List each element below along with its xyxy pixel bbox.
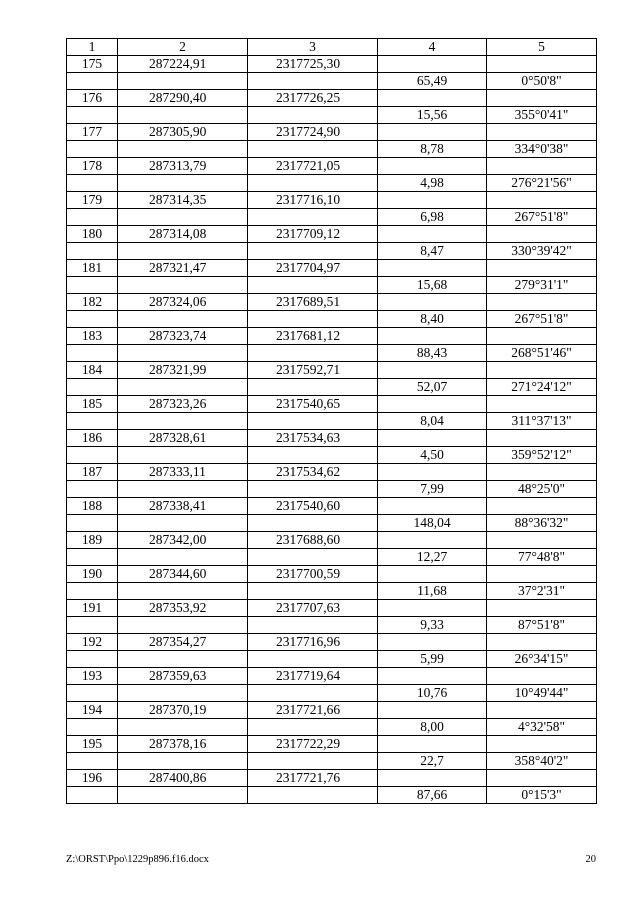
y-coordinate-cell: 2317721,76 <box>248 770 378 787</box>
y-coordinate-cell <box>248 107 378 124</box>
point-number-cell <box>67 787 118 804</box>
table-row <box>67 787 597 804</box>
table-row <box>67 311 597 328</box>
bearing-cell <box>487 192 597 209</box>
distance-cell <box>378 464 487 481</box>
x-coordinate-cell <box>118 549 248 566</box>
x-coordinate-cell: 287290,40 <box>118 90 248 107</box>
y-coordinate-cell: 2317724,90 <box>248 124 378 141</box>
point-number-cell: 196 <box>67 770 118 787</box>
point-number-cell: 189 <box>67 532 118 549</box>
bearing-cell <box>487 396 597 413</box>
table-row <box>67 90 597 107</box>
table-row <box>67 447 597 464</box>
table-row <box>67 532 597 549</box>
y-coordinate-cell <box>248 481 378 498</box>
table-row <box>67 464 597 481</box>
y-coordinate-cell: 2317716,10 <box>248 192 378 209</box>
table-row <box>67 260 597 277</box>
y-coordinate-cell <box>248 685 378 702</box>
x-coordinate-cell: 287400,86 <box>118 770 248 787</box>
bearing-cell <box>487 736 597 753</box>
x-coordinate-cell <box>118 481 248 498</box>
bearing-cell <box>487 226 597 243</box>
bearing-cell: 267°51'8" <box>487 311 597 328</box>
x-coordinate-cell <box>118 685 248 702</box>
header-col-4: 4 <box>378 39 487 56</box>
bearing-cell <box>487 362 597 379</box>
x-coordinate-cell: 287342,00 <box>118 532 248 549</box>
y-coordinate-cell <box>248 753 378 770</box>
y-coordinate-cell <box>248 209 378 226</box>
distance-cell <box>378 260 487 277</box>
distance-cell: 6,98 <box>378 209 487 226</box>
distance-cell <box>378 430 487 447</box>
table-row <box>67 345 597 362</box>
y-coordinate-cell: 2317540,65 <box>248 396 378 413</box>
header-col-1: 1 <box>67 39 118 56</box>
table-row <box>67 226 597 243</box>
point-number-cell <box>67 175 118 192</box>
table-row <box>67 430 597 447</box>
distance-cell <box>378 192 487 209</box>
bearing-cell <box>487 124 597 141</box>
distance-cell: 22,7 <box>378 753 487 770</box>
distance-cell: 15,68 <box>378 277 487 294</box>
bearing-cell <box>487 668 597 685</box>
distance-cell: 65,49 <box>378 73 487 90</box>
distance-cell <box>378 532 487 549</box>
point-number-cell <box>67 583 118 600</box>
bearing-cell <box>487 260 597 277</box>
table-row <box>67 498 597 515</box>
bearing-cell: 87°51'8" <box>487 617 597 634</box>
table-row <box>67 719 597 736</box>
point-number-cell <box>67 753 118 770</box>
bearing-cell <box>487 498 597 515</box>
point-number-cell: 192 <box>67 634 118 651</box>
x-coordinate-cell <box>118 141 248 158</box>
y-coordinate-cell: 2317709,12 <box>248 226 378 243</box>
table-row <box>67 566 597 583</box>
x-coordinate-cell <box>118 753 248 770</box>
y-coordinate-cell: 2317726,25 <box>248 90 378 107</box>
bearing-cell: 267°51'8" <box>487 209 597 226</box>
bearing-cell: 10°49'44" <box>487 685 597 702</box>
point-number-cell <box>67 277 118 294</box>
point-number-cell: 180 <box>67 226 118 243</box>
bearing-cell <box>487 56 597 73</box>
y-coordinate-cell <box>248 549 378 566</box>
point-number-cell: 176 <box>67 90 118 107</box>
distance-cell: 52,07 <box>378 379 487 396</box>
point-number-cell <box>67 311 118 328</box>
distance-cell: 87,66 <box>378 787 487 804</box>
point-number-cell: 187 <box>67 464 118 481</box>
point-number-cell: 185 <box>67 396 118 413</box>
x-coordinate-cell <box>118 243 248 260</box>
table-row <box>67 702 597 719</box>
point-number-cell <box>67 515 118 532</box>
distance-cell <box>378 736 487 753</box>
point-number-cell: 177 <box>67 124 118 141</box>
distance-cell <box>378 668 487 685</box>
bearing-cell: 279°31'1" <box>487 277 597 294</box>
x-coordinate-cell: 287378,16 <box>118 736 248 753</box>
distance-cell: 8,00 <box>378 719 487 736</box>
x-coordinate-cell: 287344,60 <box>118 566 248 583</box>
y-coordinate-cell: 2317721,66 <box>248 702 378 719</box>
point-number-cell <box>67 719 118 736</box>
point-number-cell: 178 <box>67 158 118 175</box>
x-coordinate-cell <box>118 651 248 668</box>
x-coordinate-cell: 287323,26 <box>118 396 248 413</box>
x-coordinate-cell <box>118 73 248 90</box>
bearing-cell: 355°0'41" <box>487 107 597 124</box>
bearing-cell <box>487 90 597 107</box>
point-number-cell <box>67 73 118 90</box>
point-number-cell: 191 <box>67 600 118 617</box>
bearing-cell: 48°25'0" <box>487 481 597 498</box>
distance-cell <box>378 498 487 515</box>
point-number-cell: 179 <box>67 192 118 209</box>
bearing-cell <box>487 294 597 311</box>
y-coordinate-cell: 2317688,60 <box>248 532 378 549</box>
point-number-cell: 183 <box>67 328 118 345</box>
y-coordinate-cell <box>248 379 378 396</box>
distance-cell: 7,99 <box>378 481 487 498</box>
y-coordinate-cell <box>248 719 378 736</box>
y-coordinate-cell <box>248 243 378 260</box>
distance-cell <box>378 770 487 787</box>
distance-cell <box>378 702 487 719</box>
y-coordinate-cell: 2317721,05 <box>248 158 378 175</box>
table-row <box>67 413 597 430</box>
page-number: 20 <box>585 854 596 865</box>
distance-cell: 88,43 <box>378 345 487 362</box>
table-row <box>67 736 597 753</box>
x-coordinate-cell <box>118 209 248 226</box>
table-row <box>67 651 597 668</box>
table-row <box>67 192 597 209</box>
distance-cell: 12,27 <box>378 549 487 566</box>
y-coordinate-cell <box>248 651 378 668</box>
x-coordinate-cell: 287313,79 <box>118 158 248 175</box>
distance-cell: 8,40 <box>378 311 487 328</box>
bearing-cell: 330°39'42" <box>487 243 597 260</box>
point-number-cell: 184 <box>67 362 118 379</box>
x-coordinate-cell <box>118 107 248 124</box>
point-number-cell <box>67 481 118 498</box>
table-row <box>67 379 597 396</box>
y-coordinate-cell: 2317534,63 <box>248 430 378 447</box>
table-row <box>67 634 597 651</box>
bearing-cell: 4°32'58" <box>487 719 597 736</box>
table-body <box>67 56 597 804</box>
x-coordinate-cell <box>118 175 248 192</box>
point-number-cell: 175 <box>67 56 118 73</box>
bearing-cell: 37°2'31" <box>487 583 597 600</box>
y-coordinate-cell <box>248 787 378 804</box>
x-coordinate-cell <box>118 311 248 328</box>
point-number-cell: 186 <box>67 430 118 447</box>
bearing-cell: 359°52'12" <box>487 447 597 464</box>
y-coordinate-cell: 2317592,71 <box>248 362 378 379</box>
distance-cell: 8,04 <box>378 413 487 430</box>
x-coordinate-cell: 287338,41 <box>118 498 248 515</box>
table-row <box>67 243 597 260</box>
table-row <box>67 396 597 413</box>
point-number-cell <box>67 345 118 362</box>
header-col-2: 2 <box>118 39 248 56</box>
point-number-cell <box>67 107 118 124</box>
bearing-cell <box>487 464 597 481</box>
y-coordinate-cell: 2317725,30 <box>248 56 378 73</box>
table-row <box>67 753 597 770</box>
x-coordinate-cell <box>118 379 248 396</box>
distance-cell: 9,33 <box>378 617 487 634</box>
table-row <box>67 362 597 379</box>
x-coordinate-cell <box>118 617 248 634</box>
point-number-cell <box>67 685 118 702</box>
x-coordinate-cell <box>118 447 248 464</box>
x-coordinate-cell <box>118 515 248 532</box>
table-row <box>67 685 597 702</box>
distance-cell: 15,56 <box>378 107 487 124</box>
table-row <box>67 549 597 566</box>
bearing-cell: 77°48'8" <box>487 549 597 566</box>
bearing-cell <box>487 634 597 651</box>
x-coordinate-cell: 287321,47 <box>118 260 248 277</box>
distance-cell <box>378 600 487 617</box>
point-number-cell: 195 <box>67 736 118 753</box>
bearing-cell: 0°50'8" <box>487 73 597 90</box>
header-col-3: 3 <box>248 39 378 56</box>
table-row <box>67 481 597 498</box>
y-coordinate-cell: 2317534,62 <box>248 464 378 481</box>
x-coordinate-cell: 287305,90 <box>118 124 248 141</box>
point-number-cell <box>67 379 118 396</box>
table-row <box>67 600 597 617</box>
x-coordinate-cell: 287321,99 <box>118 362 248 379</box>
point-number-cell <box>67 413 118 430</box>
bearing-cell: 334°0'38" <box>487 141 597 158</box>
y-coordinate-cell <box>248 413 378 430</box>
x-coordinate-cell: 287359,63 <box>118 668 248 685</box>
table-row <box>67 583 597 600</box>
bearing-cell <box>487 158 597 175</box>
bearing-cell <box>487 532 597 549</box>
x-coordinate-cell: 287370,19 <box>118 702 248 719</box>
x-coordinate-cell <box>118 277 248 294</box>
point-number-cell: 188 <box>67 498 118 515</box>
table-header-row <box>67 39 597 56</box>
bearing-cell: 0°15'3" <box>487 787 597 804</box>
table-row <box>67 617 597 634</box>
table-row <box>67 770 597 787</box>
bearing-cell <box>487 430 597 447</box>
bearing-cell <box>487 328 597 345</box>
bearing-cell: 26°34'15" <box>487 651 597 668</box>
y-coordinate-cell <box>248 515 378 532</box>
y-coordinate-cell <box>248 617 378 634</box>
x-coordinate-cell <box>118 583 248 600</box>
table-row <box>67 107 597 124</box>
point-number-cell <box>67 617 118 634</box>
bearing-cell <box>487 770 597 787</box>
distance-cell: 8,47 <box>378 243 487 260</box>
distance-cell: 10,76 <box>378 685 487 702</box>
x-coordinate-cell <box>118 787 248 804</box>
y-coordinate-cell <box>248 277 378 294</box>
distance-cell <box>378 158 487 175</box>
point-number-cell <box>67 209 118 226</box>
distance-cell <box>378 90 487 107</box>
point-number-cell: 181 <box>67 260 118 277</box>
y-coordinate-cell: 2317681,12 <box>248 328 378 345</box>
point-number-cell: 193 <box>67 668 118 685</box>
y-coordinate-cell <box>248 311 378 328</box>
distance-cell: 148,04 <box>378 515 487 532</box>
distance-cell: 4,98 <box>378 175 487 192</box>
x-coordinate-cell <box>118 719 248 736</box>
point-number-cell: 190 <box>67 566 118 583</box>
y-coordinate-cell <box>248 345 378 362</box>
y-coordinate-cell <box>248 583 378 600</box>
table-row <box>67 175 597 192</box>
bearing-cell <box>487 600 597 617</box>
point-number-cell: 182 <box>67 294 118 311</box>
y-coordinate-cell: 2317540,60 <box>248 498 378 515</box>
point-number-cell <box>67 243 118 260</box>
table-row <box>67 515 597 532</box>
point-number-cell: 194 <box>67 702 118 719</box>
distance-cell: 4,50 <box>378 447 487 464</box>
table-row <box>67 294 597 311</box>
y-coordinate-cell: 2317704,97 <box>248 260 378 277</box>
x-coordinate-cell: 287353,92 <box>118 600 248 617</box>
x-coordinate-cell: 287323,74 <box>118 328 248 345</box>
distance-cell <box>378 294 487 311</box>
y-coordinate-cell <box>248 447 378 464</box>
bearing-cell <box>487 702 597 719</box>
y-coordinate-cell <box>248 175 378 192</box>
file-path: Z:\ORST\Ppo\1229p896.f16.docx <box>66 854 209 865</box>
x-coordinate-cell: 287224,91 <box>118 56 248 73</box>
distance-cell <box>378 56 487 73</box>
distance-cell <box>378 226 487 243</box>
bearing-cell <box>487 566 597 583</box>
x-coordinate-cell: 287333,11 <box>118 464 248 481</box>
bearing-cell: 311°37'13" <box>487 413 597 430</box>
bearing-cell: 358°40'2" <box>487 753 597 770</box>
table-row <box>67 277 597 294</box>
point-number-cell <box>67 549 118 566</box>
point-number-cell <box>67 447 118 464</box>
x-coordinate-cell: 287324,06 <box>118 294 248 311</box>
x-coordinate-cell <box>118 413 248 430</box>
bearing-cell: 88°36'32" <box>487 515 597 532</box>
table-row <box>67 668 597 685</box>
y-coordinate-cell <box>248 141 378 158</box>
distance-cell: 5,99 <box>378 651 487 668</box>
table-row <box>67 158 597 175</box>
y-coordinate-cell: 2317716,96 <box>248 634 378 651</box>
table-row <box>67 328 597 345</box>
table-row <box>67 124 597 141</box>
header-col-5: 5 <box>487 39 597 56</box>
table-row <box>67 141 597 158</box>
x-coordinate-cell: 287354,27 <box>118 634 248 651</box>
x-coordinate-cell: 287328,61 <box>118 430 248 447</box>
bearing-cell: 271°24'12" <box>487 379 597 396</box>
y-coordinate-cell: 2317689,51 <box>248 294 378 311</box>
y-coordinate-cell <box>248 73 378 90</box>
distance-cell <box>378 634 487 651</box>
distance-cell: 8,78 <box>378 141 487 158</box>
point-number-cell <box>67 651 118 668</box>
x-coordinate-cell: 287314,08 <box>118 226 248 243</box>
x-coordinate-cell <box>118 345 248 362</box>
distance-cell <box>378 362 487 379</box>
bearing-cell: 268°51'46" <box>487 345 597 362</box>
table-row <box>67 56 597 73</box>
y-coordinate-cell: 2317722,29 <box>248 736 378 753</box>
y-coordinate-cell: 2317700,59 <box>248 566 378 583</box>
table-row <box>67 73 597 90</box>
bearing-cell: 276°21'56" <box>487 175 597 192</box>
point-number-cell <box>67 141 118 158</box>
table-row <box>67 209 597 226</box>
coordinates-table <box>66 38 597 804</box>
distance-cell <box>378 124 487 141</box>
distance-cell <box>378 328 487 345</box>
y-coordinate-cell: 2317719,64 <box>248 668 378 685</box>
distance-cell <box>378 566 487 583</box>
x-coordinate-cell: 287314,35 <box>118 192 248 209</box>
y-coordinate-cell: 2317707,63 <box>248 600 378 617</box>
distance-cell: 11,68 <box>378 583 487 600</box>
distance-cell <box>378 396 487 413</box>
